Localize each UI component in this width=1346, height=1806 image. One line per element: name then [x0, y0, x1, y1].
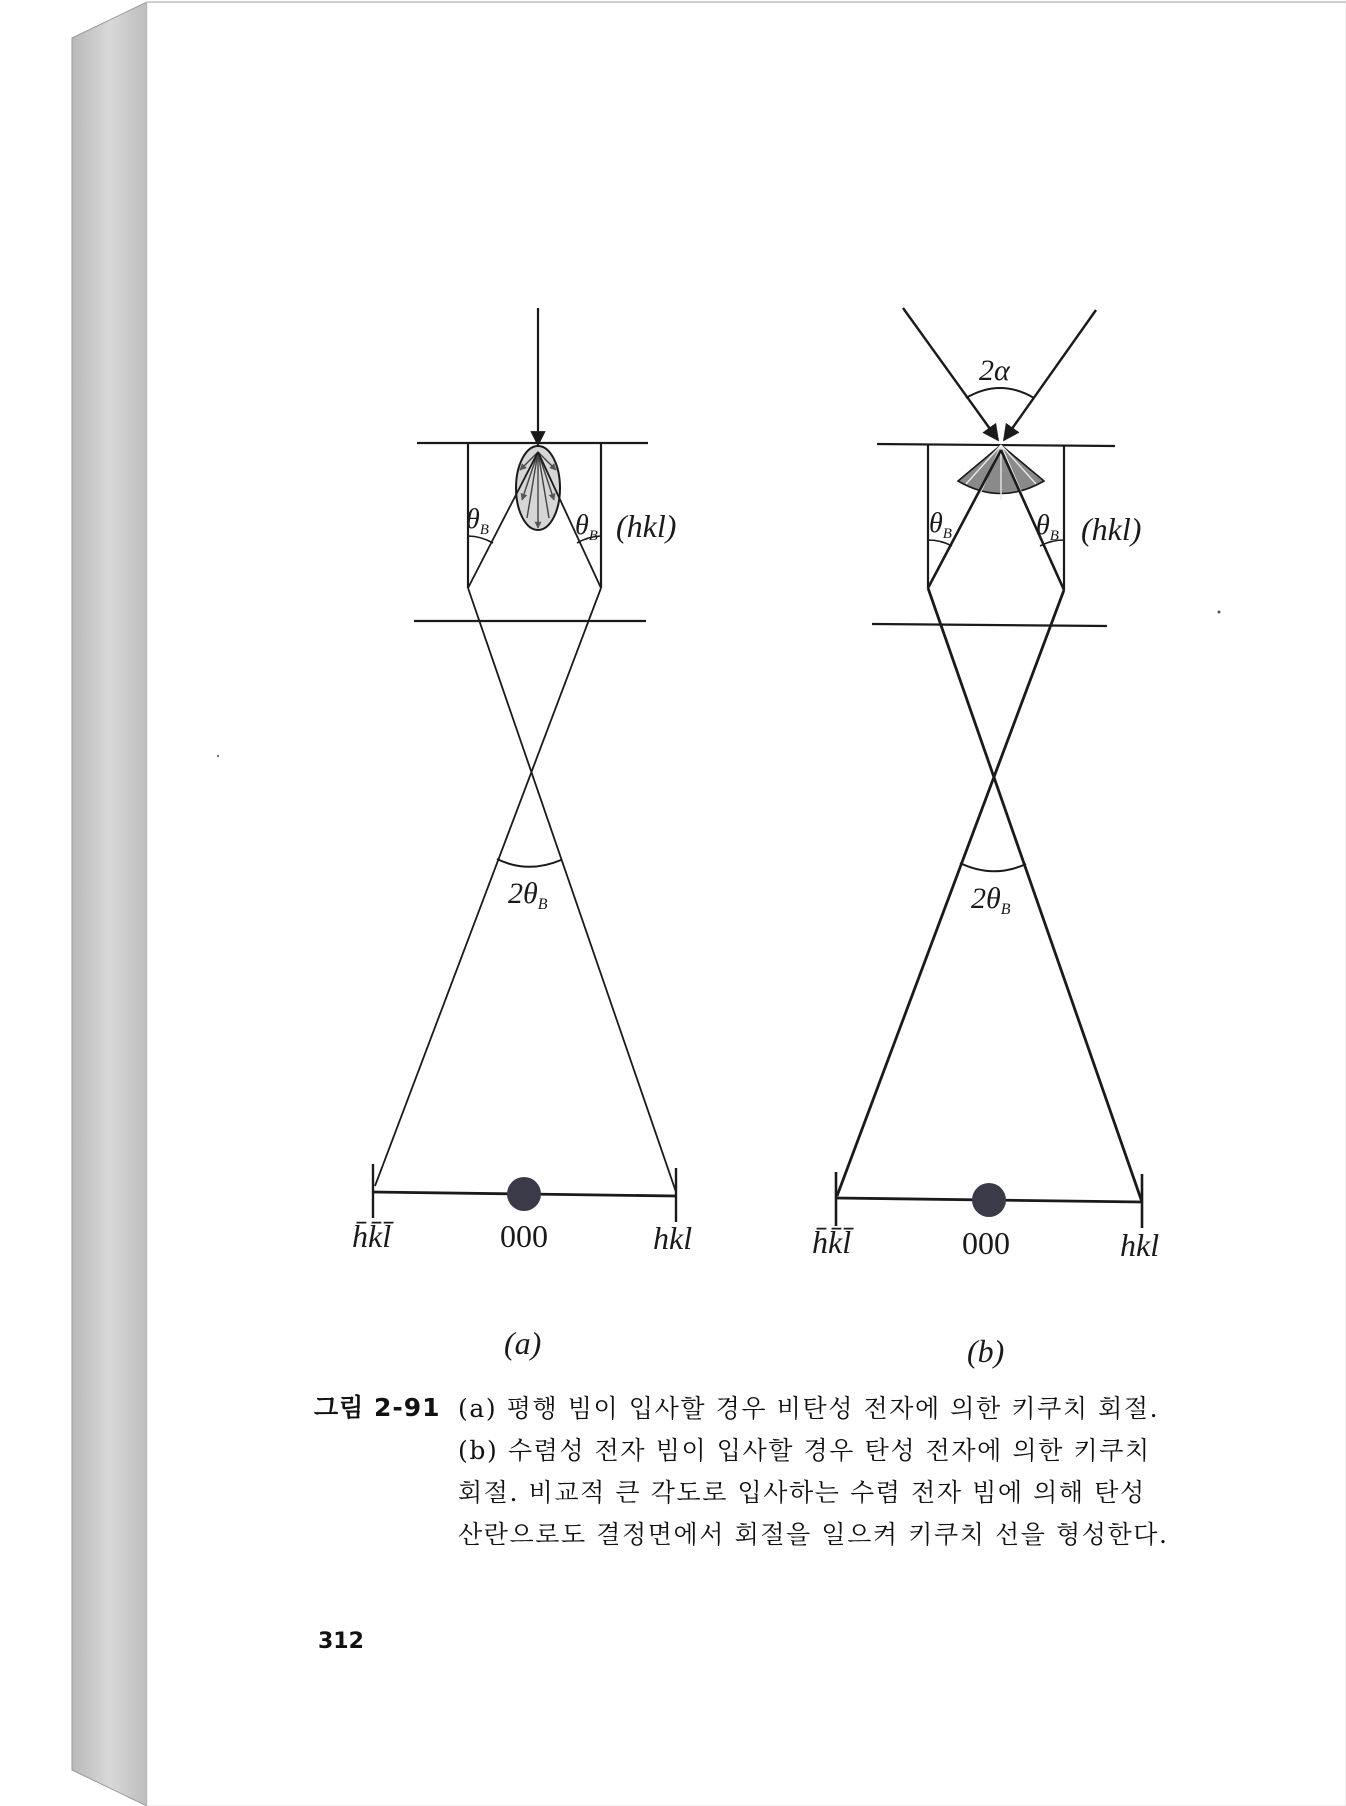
spot-000-b — [972, 1183, 1006, 1217]
panel-label-a: (a) — [504, 1325, 542, 1361]
caption-line: (b) 수렴성 전자 빔이 입사할 경우 탄성 전자에 의한 키쿠치 — [458, 1436, 1151, 1465]
caption-label: 그림 2-91 — [314, 1393, 441, 1422]
caption-line: (a) 평행 빔이 입사할 경우 비탄성 전자에 의한 키쿠치 회절. — [458, 1394, 1160, 1423]
two-theta-b-a: $2\theta_B$ — [508, 877, 548, 913]
plane-label-a: (hkl) — [616, 508, 677, 544]
spot-label-center-b: 000 — [962, 1225, 1010, 1261]
page-number: 312 — [318, 1629, 364, 1654]
spot-label-right-b: hkl — [1120, 1227, 1160, 1263]
spot-label-right-a: hkl — [653, 1220, 693, 1256]
inelastic-scatter-lobe — [516, 446, 560, 530]
plane-label-b: (hkl) — [1081, 511, 1142, 547]
caption-line: 산란으로도 결정면에서 회절을 일으켜 키쿠치 선을 형성한다. — [458, 1520, 1169, 1549]
page-speck — [1218, 611, 1221, 614]
spot-000-a — [507, 1177, 541, 1211]
spot-label-center-a: 000 — [500, 1218, 548, 1254]
caption-text — [458, 1388, 1210, 1556]
spot-label-left-b: h̄k̄l̄ — [812, 1224, 852, 1260]
theta-b-right-b: $\theta_B$ — [1036, 510, 1059, 544]
caption-line: 회절. 비교적 큰 각도로 입사하는 수렴 전자 빔에 의해 탄성 — [458, 1478, 1146, 1507]
theta-b-right-a: $\theta_B$ — [575, 510, 598, 544]
page-speck — [217, 755, 219, 757]
theta-b-left-a: $\theta_B$ — [466, 504, 489, 538]
theta-b-left-b: $\theta_B$ — [929, 508, 952, 542]
panel-label-b: (b) — [967, 1333, 1005, 1369]
spot-label-left-a: h̄k̄l̄ — [352, 1218, 392, 1254]
two-theta-b-b: $2\theta_B$ — [971, 882, 1011, 918]
two-alpha-b: 2α — [979, 354, 1010, 387]
book-spine — [72, 2, 147, 1806]
